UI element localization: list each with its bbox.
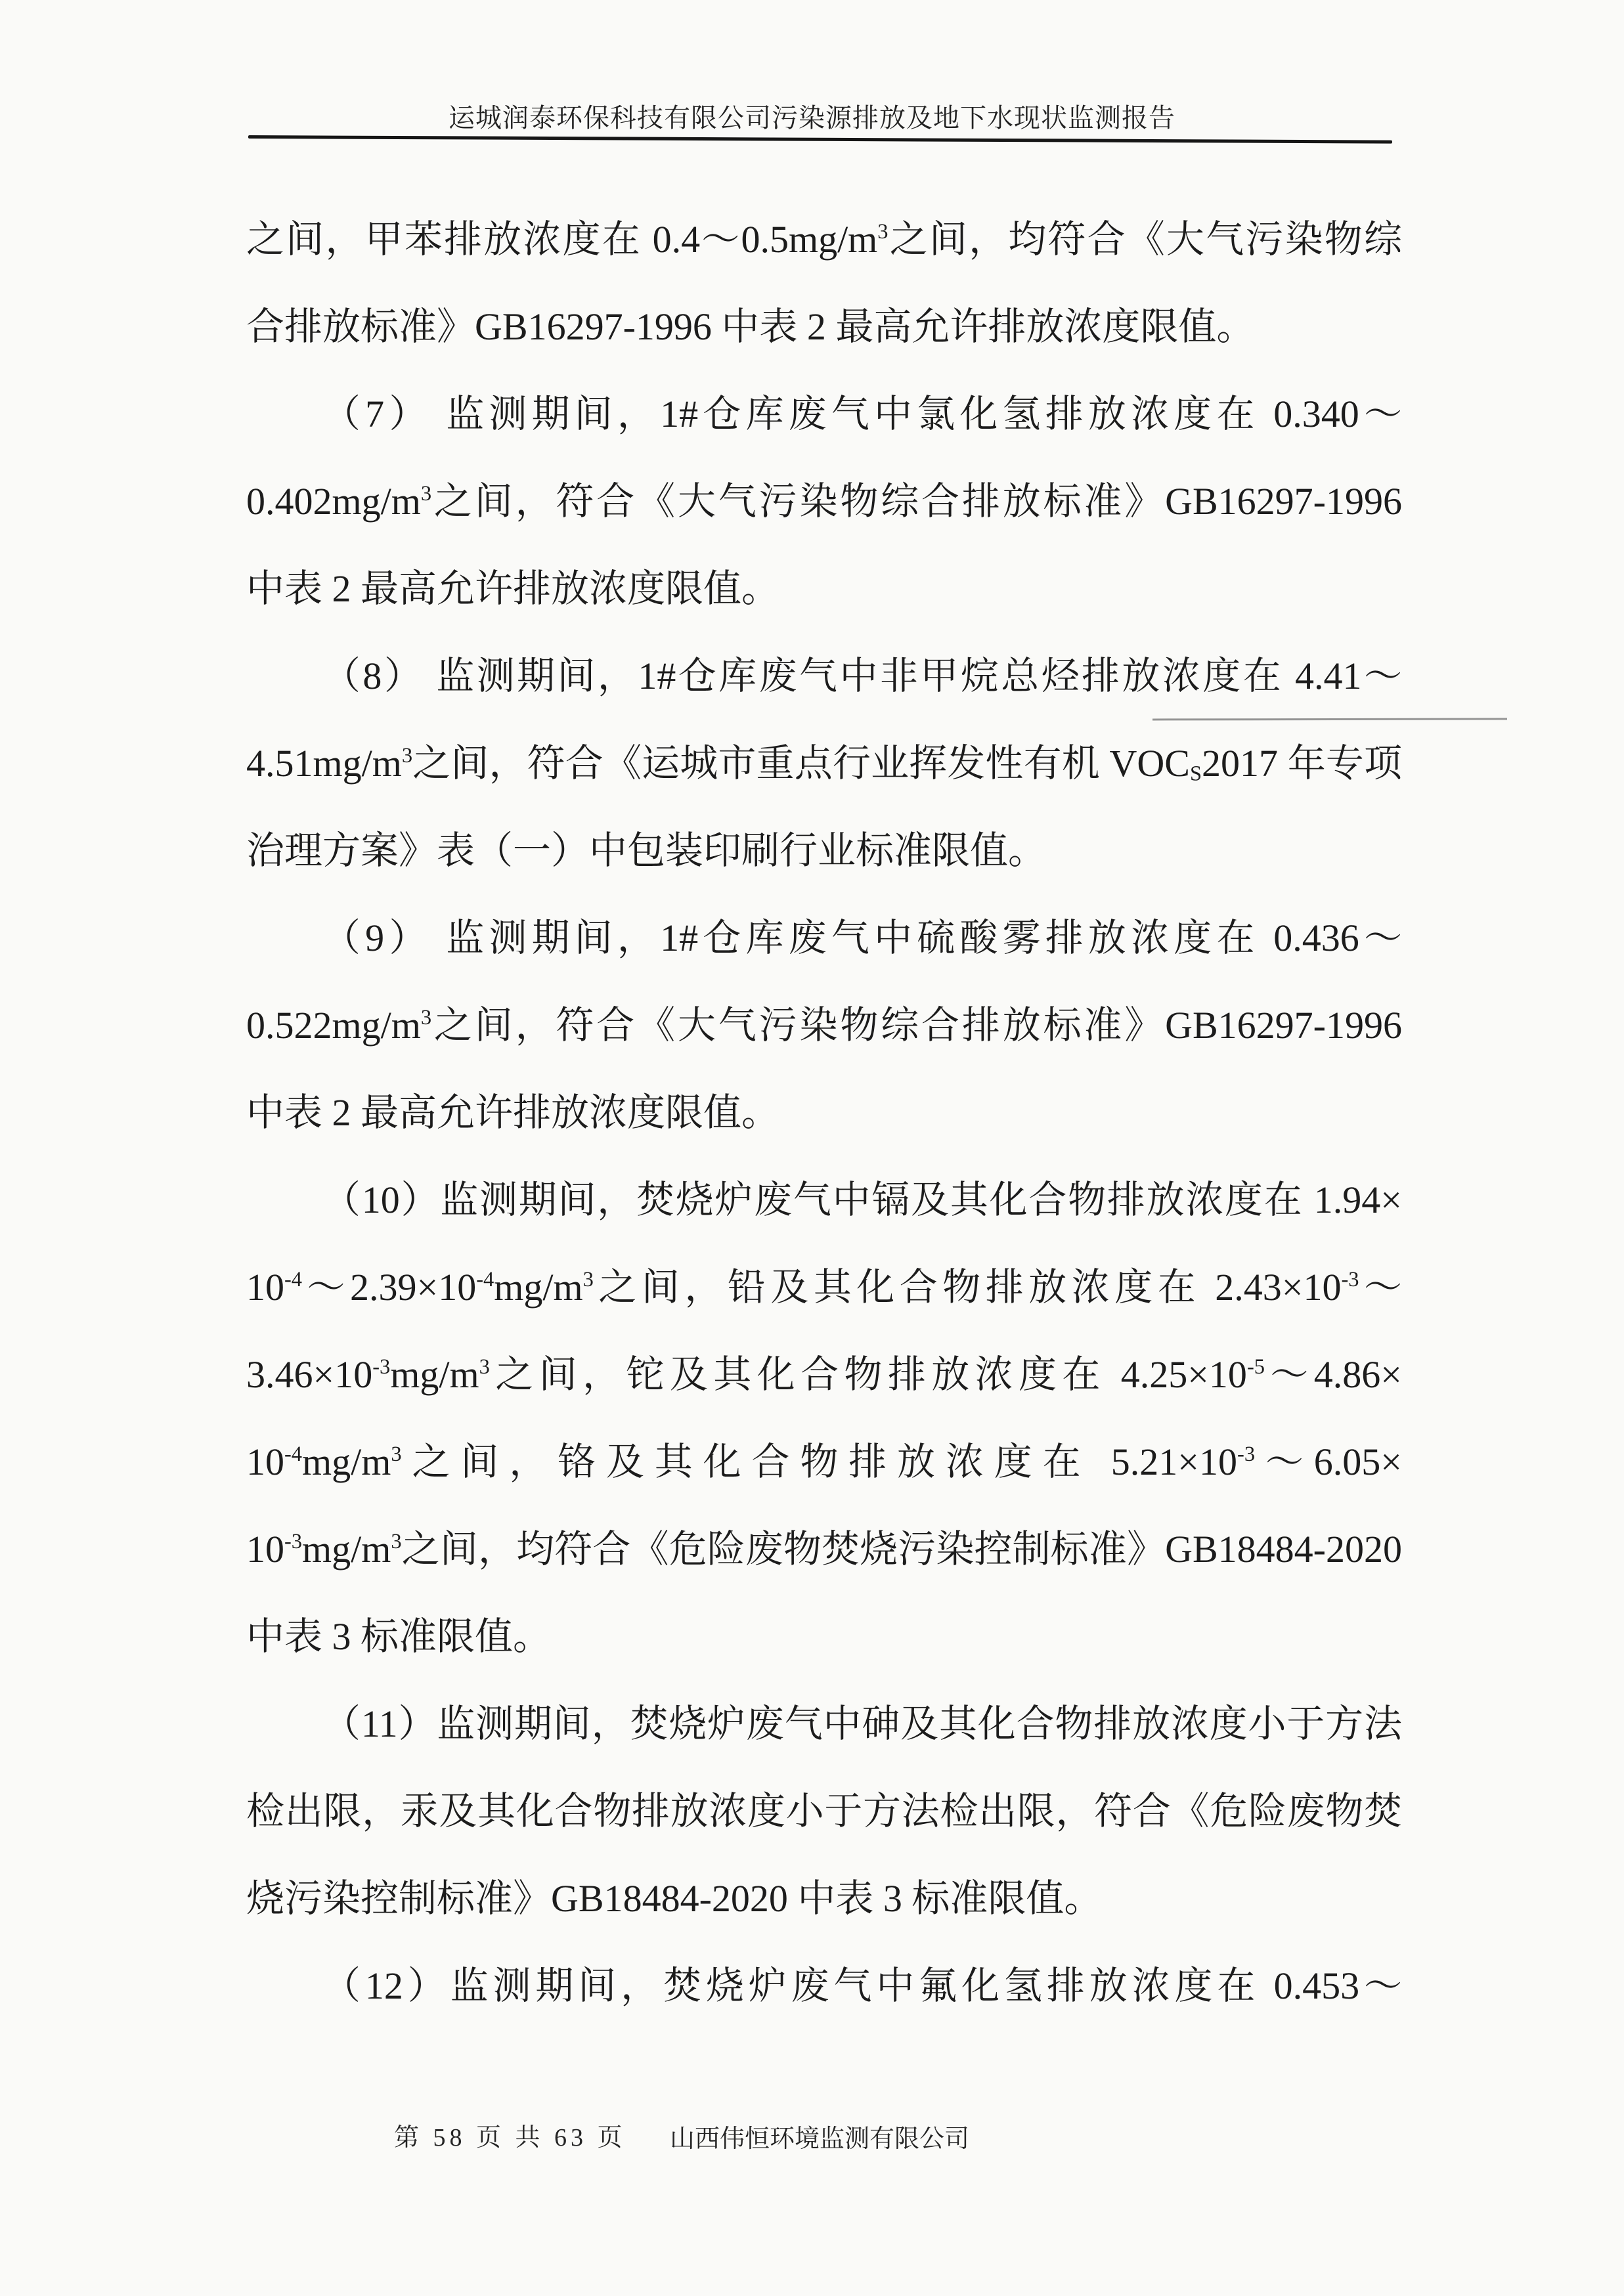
text-line: $0.402mg/m^3$之间，符合《大气污染物综合排放标准》GB16297-1996 [246, 480, 1402, 523]
page-number: 第 58 页 共 63 页 [394, 2124, 626, 2152]
text-line: 合排放标准》GB16297-1996 中表 2 最高允许排放浓度限值。 [246, 305, 1255, 348]
text-line: （10）监测期间，焚烧炉废气中镉及其化合物排放浓度在 1.94× [322, 1179, 1402, 1221]
text-line: $4.51mg/m^3$之间，符合《运城市重点行业挥发性有机 $VOC_S2017$ 年专项 [246, 742, 1402, 786]
paragraph [246, 1942, 1402, 2029]
text-line: 治理方案》表（一）中包装印刷行业标准限值。 [246, 829, 1047, 872]
text-line: （8） 监测期间，1#仓库废气中非甲烷总烃排放浓度在 4.41～ [322, 655, 1402, 697]
text-line: 检出限，汞及其化合物排放浓度小于方法检出限，符合《危险废物焚 [246, 1790, 1402, 1832]
header-divider [248, 135, 1392, 144]
text-line: （7） 监测期间，1#仓库废气中氯化氢排放浓度在 0.340～ [322, 393, 1402, 435]
scan-artifact-line [1152, 718, 1507, 721]
text-line: （12）监测期间，焚烧炉废气中氟化氢排放浓度在 0.453～ [322, 1964, 1402, 2007]
text-line: （9） 监测期间，1#仓库废气中硫酸雾排放浓度在 0.436～ [322, 917, 1402, 959]
text-line: $3.46\times 10^{-3}mg/m^3$之间，铊及其化合物排放浓度在 $4.25\times 10^{-5}\sim 4.86\times$ [246, 1353, 1402, 1396]
report-title: 运城润泰环保科技有限公司污染源排放及地下水现状监测报告 [449, 103, 1175, 133]
text-line: $10^{-4}mg/m^3$之间，铬及其化合物排放浓度在 $5.21\times 10^{-3}\sim 6.05\times$ [246, 1440, 1402, 1483]
body-text [246, 196, 1402, 2029]
paragraph [246, 632, 1402, 894]
text-line: $0.522mg/m^3$之间，符合《大气污染物综合排放标准》GB16297-1996 [246, 1004, 1402, 1047]
text-line: 烧污染控制标准》GB18484-2020 中表 3 标准限值。 [246, 1877, 1103, 1920]
text-line: （11）监测期间，焚烧炉废气中砷及其化合物排放浓度小于方法 [322, 1702, 1402, 1745]
paragraph [246, 1156, 1402, 1680]
text-line: 中表 3 标准限值。 [246, 1615, 552, 1658]
text-line: 之间，甲苯排放浓度在 $0.4\sim 0.5mg/m^3$之间，均符合《大气污染物综 [246, 218, 1402, 261]
paragraph [246, 894, 1402, 1156]
footer-company: 山西伟恒环境监测有限公司 [670, 2125, 970, 2153]
text-line: 中表 2 最高允许排放浓度限值。 [246, 1091, 780, 1134]
paragraph [246, 370, 1402, 632]
text-line: 中表 2 最高允许排放浓度限值。 [246, 567, 780, 610]
paragraph [246, 196, 1402, 370]
text-line: $10^{-3}mg/m^3$之间，均符合《危险废物焚烧污染控制标准》GB18484-2020 [246, 1528, 1402, 1570]
paragraph [246, 1680, 1402, 1942]
text-line: $10^{-4}\sim 2.39\times 10^{-4}mg/m^3$之间，铅及其化合物排放浓度在 $2.43\times 10^{-3}\sim$ [246, 1266, 1402, 1309]
